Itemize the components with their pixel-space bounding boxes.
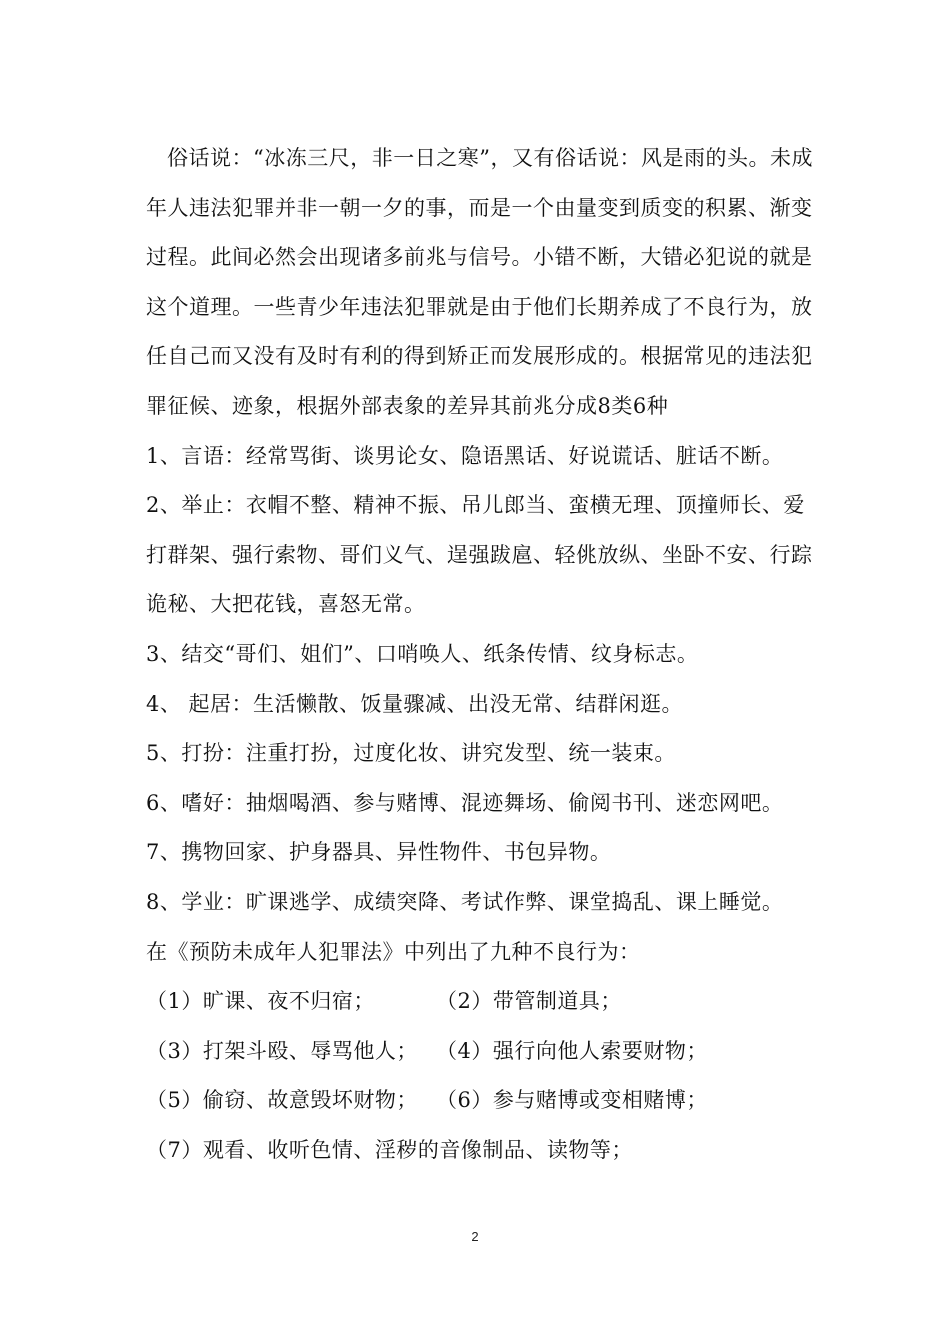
sign-item-7: 7、携物回家、护身器具、异性物件、书包异物。	[146, 840, 612, 865]
sign-item-8: 8、学业：旷课逃学、成绩突降、考试作弊、课堂捣乱、课上睡觉。	[146, 889, 784, 914]
law-intro: 在《预防未成年人犯罪法》中列出了九种不良行为：	[146, 939, 641, 964]
behavior-item-3: （3）打架斗殴、辱骂他人；	[146, 1038, 418, 1063]
behavior-item-5: （5）偷窃、故意毁坏财物；	[146, 1088, 418, 1113]
behavior-item-7: （7）观看、收听色情、淫秽的音像制品、读物等；	[146, 1137, 633, 1162]
sign-item-2: 2、举止：衣帽不整、精神不振、吊儿郎当、蛮横无理、顶撞师长、爱打群架、强行索物、哥们义气、逞强跋扈、轻佻放纵、坐卧不安、行踪诡秘、大把花钱，喜怒无常。	[146, 493, 813, 617]
sign-item-1: 1、言语：经常骂街、谈男论女、隐语黑话、好说谎话、脏话不断。	[146, 443, 784, 468]
behavior-row-2	[146, 1027, 826, 1077]
behavior-row-3	[146, 1076, 826, 1126]
behavior-item-1: （1）旷课、夜不归宿；	[146, 989, 375, 1014]
behavior-item-6: （6）参与赌博或变相赌博；	[436, 1088, 708, 1113]
page-number: 2	[471, 1229, 479, 1244]
sign-item-4: 4、 起居：生活懒散、饭量骤减、出没无常、结群闲逛。	[146, 691, 684, 716]
body-text	[146, 134, 826, 1175]
sign-item-5: 5、打扮：注重打扮，过度化妆、讲究发型、统一装束。	[146, 741, 676, 766]
behavior-row-1	[146, 977, 826, 1027]
intro-paragraph: 俗话说：“冰冻三尺，非一日之寒”，又有俗话说：风是雨的头。未成年人违法犯罪并非一朝一夕的事，而是一个由量变到质变的积累、渐变过程。此间必然会出现诸多前兆与信号。小错不断，大错必犯说的就是这个道理。一些青少年违法犯罪就是由于他们长期养成了不良行为，放任自己而又没有及时有利的得到矫正而发展形成的。根据常见的违法犯罪征候、迹象，根据外部表象的差异其前兆分成8类6种	[146, 146, 813, 418]
behavior-item-2: （2）带管制道具；	[436, 989, 622, 1014]
behavior-item-4: （4）强行向他人索要财物；	[436, 1038, 708, 1063]
sign-item-3: 3、结交“哥们、姐们”、口哨唤人、纸条传情、纹身标志。	[146, 641, 699, 666]
sign-item-6: 6、嗜好：抽烟喝酒、参与赌博、混迹舞场、偷阅书刊、迷恋网吧。	[146, 790, 784, 815]
